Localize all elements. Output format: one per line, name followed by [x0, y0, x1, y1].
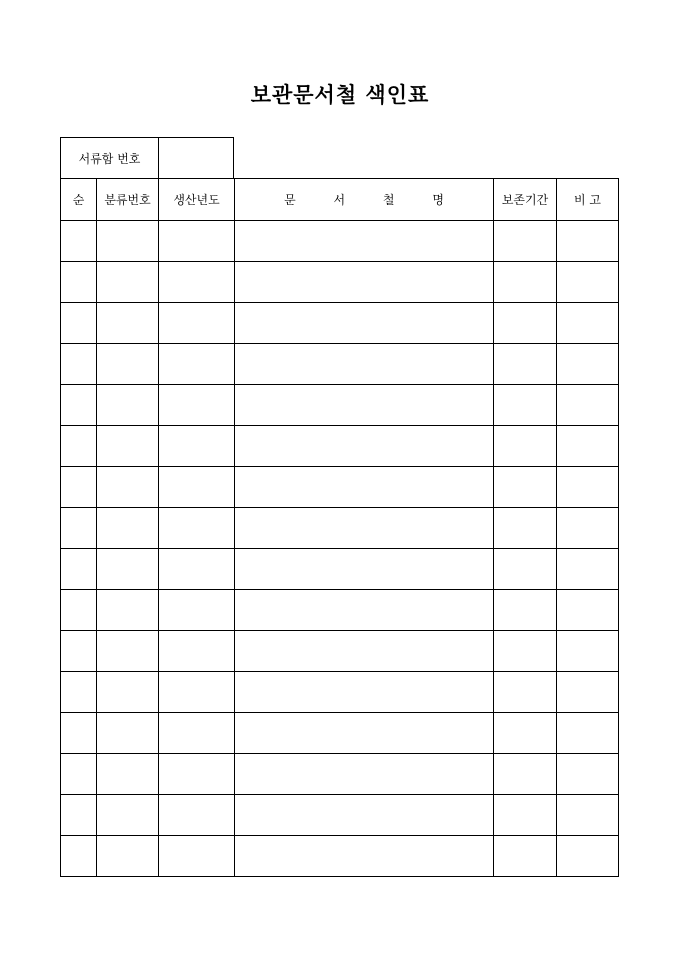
table-row — [61, 262, 619, 303]
class-no-cell[interactable] — [97, 221, 159, 262]
seq-cell[interactable] — [61, 795, 97, 836]
year-cell[interactable] — [159, 385, 235, 426]
class-no-cell[interactable] — [97, 549, 159, 590]
seq-cell[interactable] — [61, 672, 97, 713]
remarks-cell[interactable] — [557, 836, 619, 877]
table-body — [61, 221, 619, 877]
year-cell[interactable] — [159, 467, 235, 508]
seq-cell[interactable] — [61, 221, 97, 262]
seq-cell[interactable] — [61, 467, 97, 508]
remarks-cell[interactable] — [557, 221, 619, 262]
retention-cell[interactable] — [494, 426, 557, 467]
year-cell[interactable] — [159, 590, 235, 631]
file-name-cell[interactable] — [235, 385, 494, 426]
class-no-cell[interactable] — [97, 426, 159, 467]
seq-cell[interactable] — [61, 754, 97, 795]
year-cell[interactable] — [159, 262, 235, 303]
remarks-cell[interactable] — [557, 590, 619, 631]
table-row — [61, 467, 619, 508]
class-no-cell[interactable] — [97, 631, 159, 672]
seq-cell[interactable] — [61, 713, 97, 754]
remarks-cell[interactable] — [557, 549, 619, 590]
index-table — [60, 178, 619, 877]
file-name-cell[interactable] — [235, 467, 494, 508]
table-row — [61, 836, 619, 877]
header-year: 생산년도 — [159, 179, 235, 221]
class-no-cell[interactable] — [97, 836, 159, 877]
remarks-cell[interactable] — [557, 467, 619, 508]
retention-cell[interactable] — [494, 262, 557, 303]
table-row — [61, 303, 619, 344]
year-cell[interactable] — [159, 631, 235, 672]
retention-cell[interactable] — [494, 754, 557, 795]
seq-cell[interactable] — [61, 590, 97, 631]
box-number-value[interactable] — [158, 137, 234, 178]
seq-cell[interactable] — [61, 426, 97, 467]
table-row — [61, 508, 619, 549]
page-title: 보관문서철 색인표 — [250, 82, 430, 107]
remarks-cell[interactable] — [557, 426, 619, 467]
retention-cell[interactable] — [494, 385, 557, 426]
table-row — [61, 713, 619, 754]
header-file-name-label: 문 서 철 명 — [284, 193, 444, 207]
retention-cell[interactable] — [494, 344, 557, 385]
table-row — [61, 631, 619, 672]
table-header-row — [61, 179, 619, 221]
table-row — [61, 385, 619, 426]
remarks-cell[interactable] — [557, 385, 619, 426]
retention-cell[interactable] — [494, 836, 557, 877]
file-name-cell[interactable] — [235, 754, 494, 795]
remarks-cell[interactable] — [557, 713, 619, 754]
year-cell[interactable] — [159, 426, 235, 467]
retention-cell[interactable] — [494, 672, 557, 713]
class-no-cell[interactable] — [97, 754, 159, 795]
retention-cell[interactable] — [494, 631, 557, 672]
remarks-cell[interactable] — [557, 344, 619, 385]
class-no-cell[interactable] — [97, 262, 159, 303]
class-no-cell[interactable] — [97, 508, 159, 549]
seq-cell[interactable] — [61, 303, 97, 344]
class-no-cell[interactable] — [97, 672, 159, 713]
year-cell[interactable] — [159, 221, 235, 262]
table-row — [61, 795, 619, 836]
remarks-cell[interactable] — [557, 795, 619, 836]
retention-cell[interactable] — [494, 795, 557, 836]
file-name-cell[interactable] — [235, 426, 494, 467]
remarks-cell[interactable] — [557, 631, 619, 672]
header-class-no: 분류번호 — [97, 179, 159, 221]
file-name-cell[interactable] — [235, 836, 494, 877]
file-name-cell[interactable] — [235, 672, 494, 713]
retention-cell[interactable] — [494, 549, 557, 590]
seq-cell[interactable] — [61, 836, 97, 877]
class-no-cell[interactable] — [97, 344, 159, 385]
remarks-cell[interactable] — [557, 303, 619, 344]
seq-cell[interactable] — [61, 344, 97, 385]
table-row — [61, 590, 619, 631]
seq-cell[interactable] — [61, 508, 97, 549]
file-name-cell[interactable] — [235, 549, 494, 590]
header-remarks: 비 고 — [557, 179, 619, 221]
table-row — [61, 549, 619, 590]
table-row — [61, 221, 619, 262]
table-row — [61, 754, 619, 795]
file-name-cell[interactable] — [235, 344, 494, 385]
class-no-cell[interactable] — [97, 385, 159, 426]
file-name-cell[interactable] — [235, 795, 494, 836]
year-cell[interactable] — [159, 303, 235, 344]
seq-cell[interactable] — [61, 262, 97, 303]
file-name-cell[interactable] — [235, 631, 494, 672]
year-cell[interactable] — [159, 508, 235, 549]
header-file-name — [235, 179, 494, 221]
remarks-cell[interactable] — [557, 672, 619, 713]
class-no-cell[interactable] — [97, 303, 159, 344]
remarks-cell[interactable] — [557, 262, 619, 303]
year-cell[interactable] — [159, 713, 235, 754]
retention-cell[interactable] — [494, 467, 557, 508]
retention-cell[interactable] — [494, 713, 557, 754]
file-name-cell[interactable] — [235, 221, 494, 262]
file-name-cell[interactable] — [235, 590, 494, 631]
file-name-cell[interactable] — [235, 303, 494, 344]
retention-cell[interactable] — [494, 508, 557, 549]
year-cell[interactable] — [159, 549, 235, 590]
year-cell[interactable] — [159, 344, 235, 385]
remarks-cell[interactable] — [557, 754, 619, 795]
file-name-cell[interactable] — [235, 713, 494, 754]
table-row — [61, 344, 619, 385]
box-number-section — [60, 137, 234, 178]
retention-cell[interactable] — [494, 221, 557, 262]
table-row — [61, 426, 619, 467]
class-no-cell[interactable] — [97, 590, 159, 631]
seq-cell[interactable] — [61, 549, 97, 590]
file-name-cell[interactable] — [235, 262, 494, 303]
year-cell[interactable] — [159, 672, 235, 713]
year-cell[interactable] — [159, 795, 235, 836]
file-name-cell[interactable] — [235, 508, 494, 549]
year-cell[interactable] — [159, 836, 235, 877]
retention-cell[interactable] — [494, 590, 557, 631]
year-cell[interactable] — [159, 754, 235, 795]
class-no-cell[interactable] — [97, 467, 159, 508]
remarks-cell[interactable] — [557, 508, 619, 549]
class-no-cell[interactable] — [97, 795, 159, 836]
header-retention: 보존기간 — [494, 179, 557, 221]
seq-cell[interactable] — [61, 631, 97, 672]
seq-cell[interactable] — [61, 385, 97, 426]
retention-cell[interactable] — [494, 303, 557, 344]
table-row — [61, 672, 619, 713]
class-no-cell[interactable] — [97, 713, 159, 754]
box-number-label: 서류함 번호 — [60, 137, 159, 178]
header-seq: 순 — [61, 179, 97, 221]
